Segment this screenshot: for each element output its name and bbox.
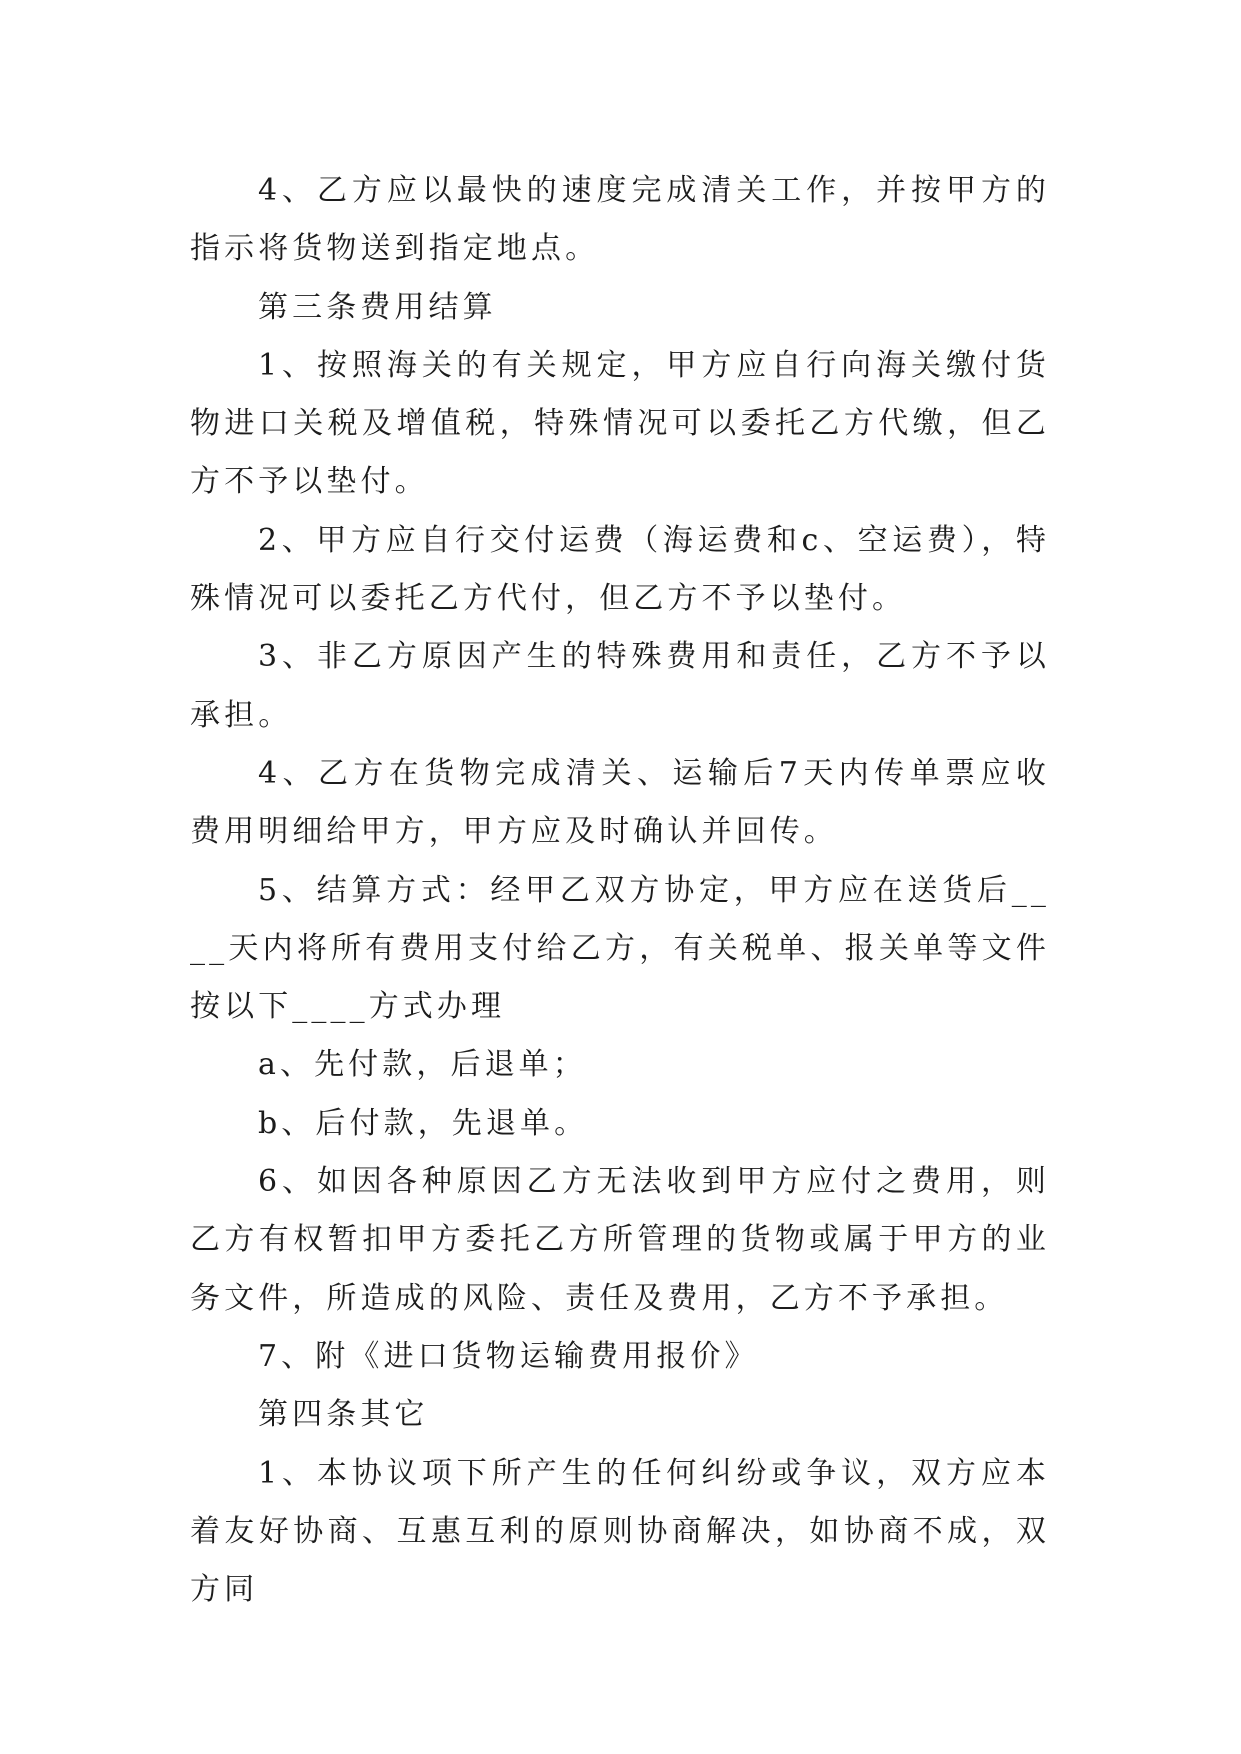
clause-3-item-1: 1、按照海关的有关规定，甲方应自行向海关缴付货物进口关税及增值税，特殊情况可以委托乙方代缴，但乙方不予以垫付。 bbox=[190, 347, 1050, 500]
clause-3-item-7: 7、附《进口货物运输费用报价》 bbox=[258, 1338, 759, 1374]
document-body bbox=[190, 162, 1050, 1619]
settlement-option-a: a、先付款，后退单； bbox=[258, 1047, 587, 1083]
clause-3-item-2: 2、甲方应自行交付运费（海运费和c、空运费），特殊情况可以委托乙方代付，但乙方不予以垫付。 bbox=[190, 522, 1050, 617]
clause-2-item-4: 4、乙方应以最快的速度完成清关工作，并按甲方的指示将货物送到指定地点。 bbox=[190, 173, 1050, 267]
clause-3-item-4: 4、乙方在货物完成清关、运输后7天内传单票应收费用明细给甲方，甲方应及时确认并回传。 bbox=[190, 755, 1050, 850]
article-3-heading: 第三条费用结算 bbox=[258, 289, 497, 325]
settlement-option-b: b、后付款，先退单。 bbox=[258, 1105, 589, 1141]
clause-3-item-5: 5、结算方式：经甲乙双方协定，甲方应在送货后____天内将所有费用支付给乙方，有关税单、报关单等文件按以下____方式办理 bbox=[190, 872, 1050, 1025]
clause-4-item-1: 1、本协议项下所产生的任何纠纷或争议，双方应本着友好协商、互惠互利的原则协商解决，如协商不成，双方同 bbox=[190, 1455, 1050, 1608]
clause-3-item-6: 6、如因各种原因乙方无法收到甲方应付之费用，则乙方有权暂扣甲方委托乙方所管理的货物或属于甲方的业务文件，所造成的风险、责任及费用，乙方不予承担。 bbox=[190, 1164, 1050, 1316]
clause-3-item-3: 3、非乙方原因产生的特殊费用和责任，乙方不予以承担。 bbox=[190, 639, 1050, 733]
article-4-heading: 第四条其它 bbox=[258, 1397, 429, 1433]
